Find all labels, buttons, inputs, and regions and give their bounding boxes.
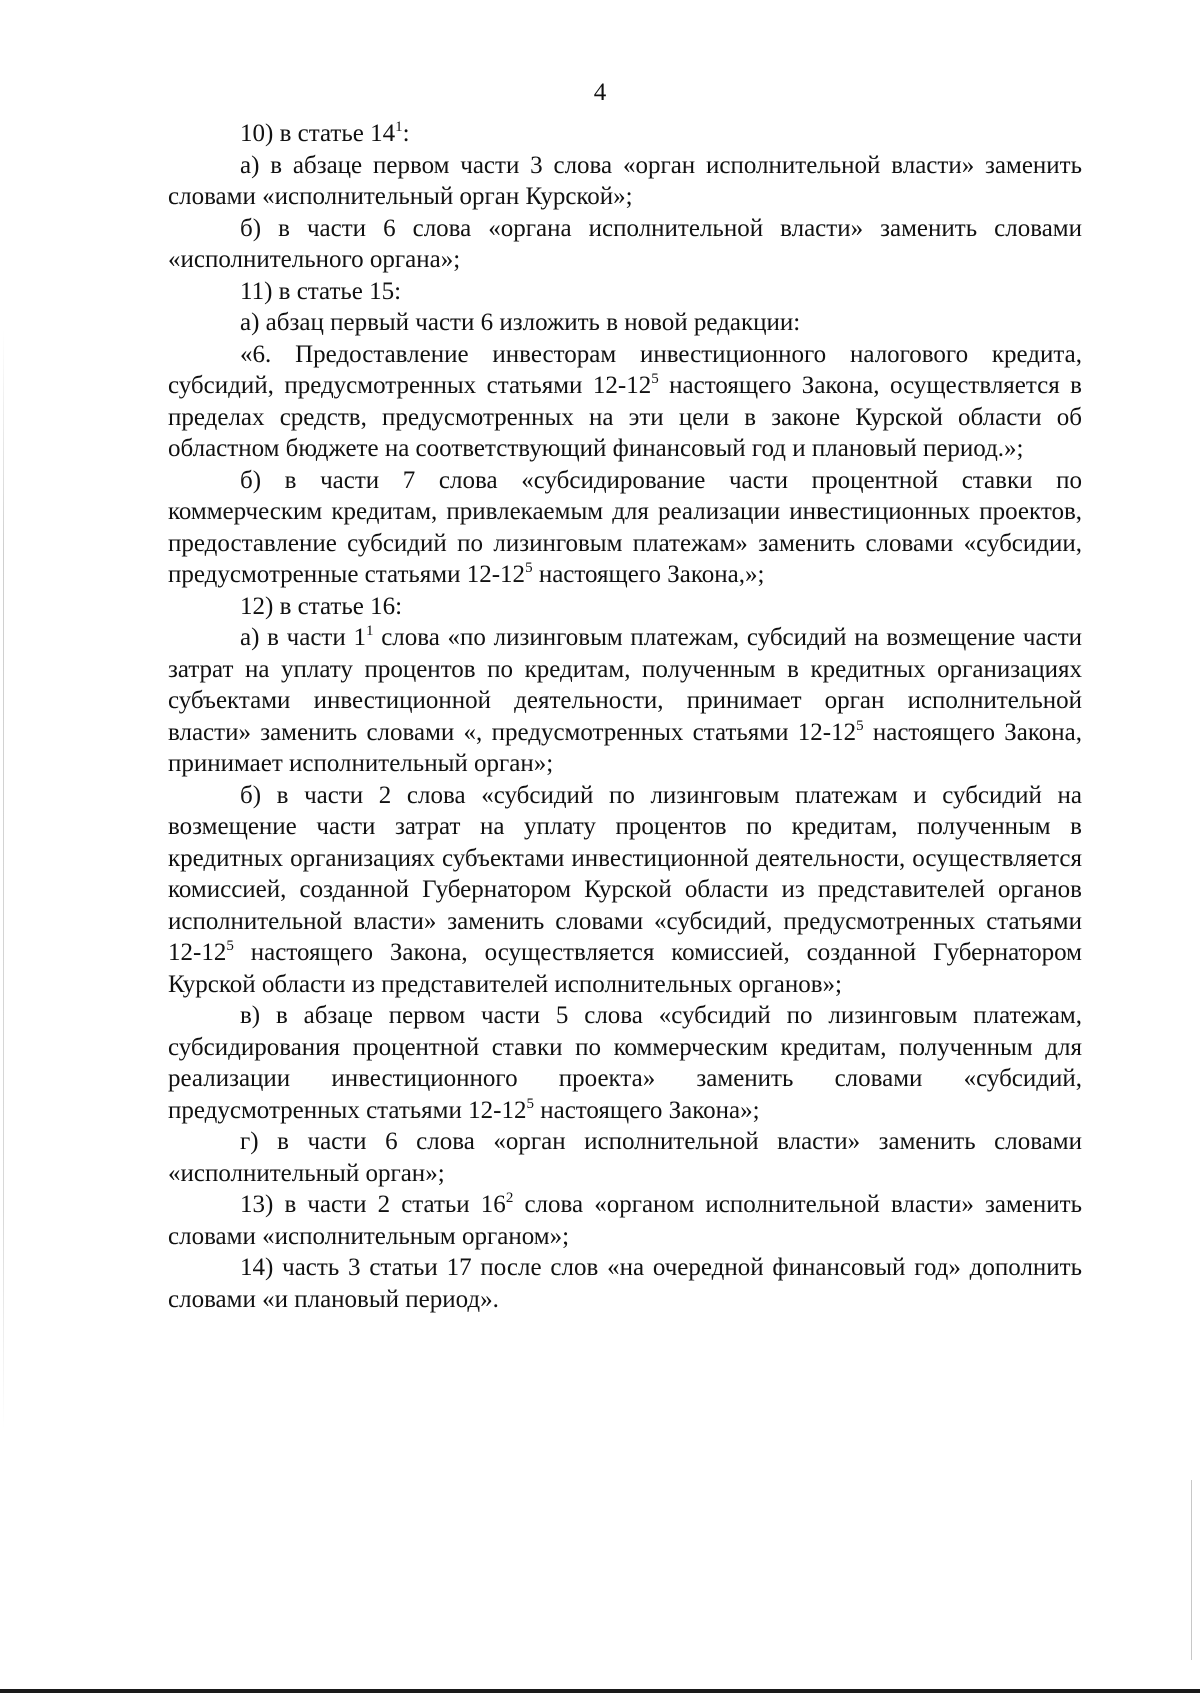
paragraph-10a: а) в абзаце первом части 3 слова «орган исполнительной власти» заменить словами «исполнительный орган Курской»;	[168, 151, 1082, 210]
paragraph-12g: г) в части 6 слова «орган исполнительной власти» заменить словами «исполнительный орган»;	[168, 1128, 1082, 1187]
paragraph-14: 14) часть 3 статьи 17 после слов «на очередной финансовый год» дополнить словами «и плановый период».	[168, 1254, 1082, 1313]
paragraph-10b: б) в части 6 слова «органа исполнительной власти» заменить словами «исполнительного органа»;	[168, 214, 1082, 273]
page-number: 4	[593, 79, 607, 106]
scan-edge-right	[1191, 1480, 1192, 1660]
document-body	[168, 118, 1082, 1315]
paragraph-12a: а) в части $1^1$ слова «по лизинговым платежам, субсидий на возмещение части затрат на уплату процентов по кредитам, полученным в кредитных организациях субъектами инвестиционной деятельности, принимает орган исполнительной власти» заменить словами «, предусмотренных статьями $12-12^5$ настоящего Закона, принимает исполнительный орган»;	[168, 623, 1082, 777]
paragraph-11a: а) абзац первый части 6 изложить в новой редакции:	[240, 309, 801, 336]
paragraph-12v: в) в абзаце первом части 5 слова «субсидий по лизинговым платежам, субсидирования процентной ставки по коммерческим кредитам, полученным для реализации инвестиционного проекта» заменить словами «субсидий, предусмотренных статьями $12-12^5$ настоящего Закона»;	[168, 1002, 1082, 1124]
paragraph-11b: б) в части 7 слова «субсидирование части процентной ставки по коммерческим кредитам, привлекаемым для реализации инвестиционных проектов, предоставление субсидий по лизинговым платежам» заменить словами «субсидии, предусмотренные статьями $12-12^5$ настоящего Закона,»;	[168, 466, 1082, 588]
paragraph-11a-quote: «6. Предоставление инвесторам инвестиционного налогового кредита, субсидий, предусмотренных статьями $12-12^5$ настоящего Закона, осуществляется в пределах средств, предусмотренных на эти цели в законе Курской области об областном бюджете на соответствующий финансовый год и плановый период.»;	[168, 340, 1082, 462]
paragraph-13: 13) в части 2 статьи $16^2$ слова «органом исполнительной власти» заменить словами «исполнительным органом»;	[168, 1190, 1082, 1250]
paragraph-12b: б) в части 2 слова «субсидий по лизинговым платежам и субсидий на возмещение части затрат на уплату процентов по кредитам, полученным в кредитных организациях субъектами инвестиционной деятельности, осуществляется комиссией, созданной Губернатором Курской области из представителей органов исполнительной власти» заменить словами «субсидий, предусмотренных статьями $12-12^5$ настоящего Закона, осуществляется комиссией, созданной Губернатором Курской области из представителей исполнительных органов»;	[168, 781, 1082, 998]
paragraph-11: 11) в статье 15:	[240, 277, 402, 305]
paragraph-10: 10) в статье $14^1$:	[240, 119, 410, 147]
scan-edge-bottom	[0, 1689, 1200, 1693]
paragraph-12: 12) в статье 16:	[240, 592, 403, 620]
scan-edge-left	[3, 330, 4, 1430]
